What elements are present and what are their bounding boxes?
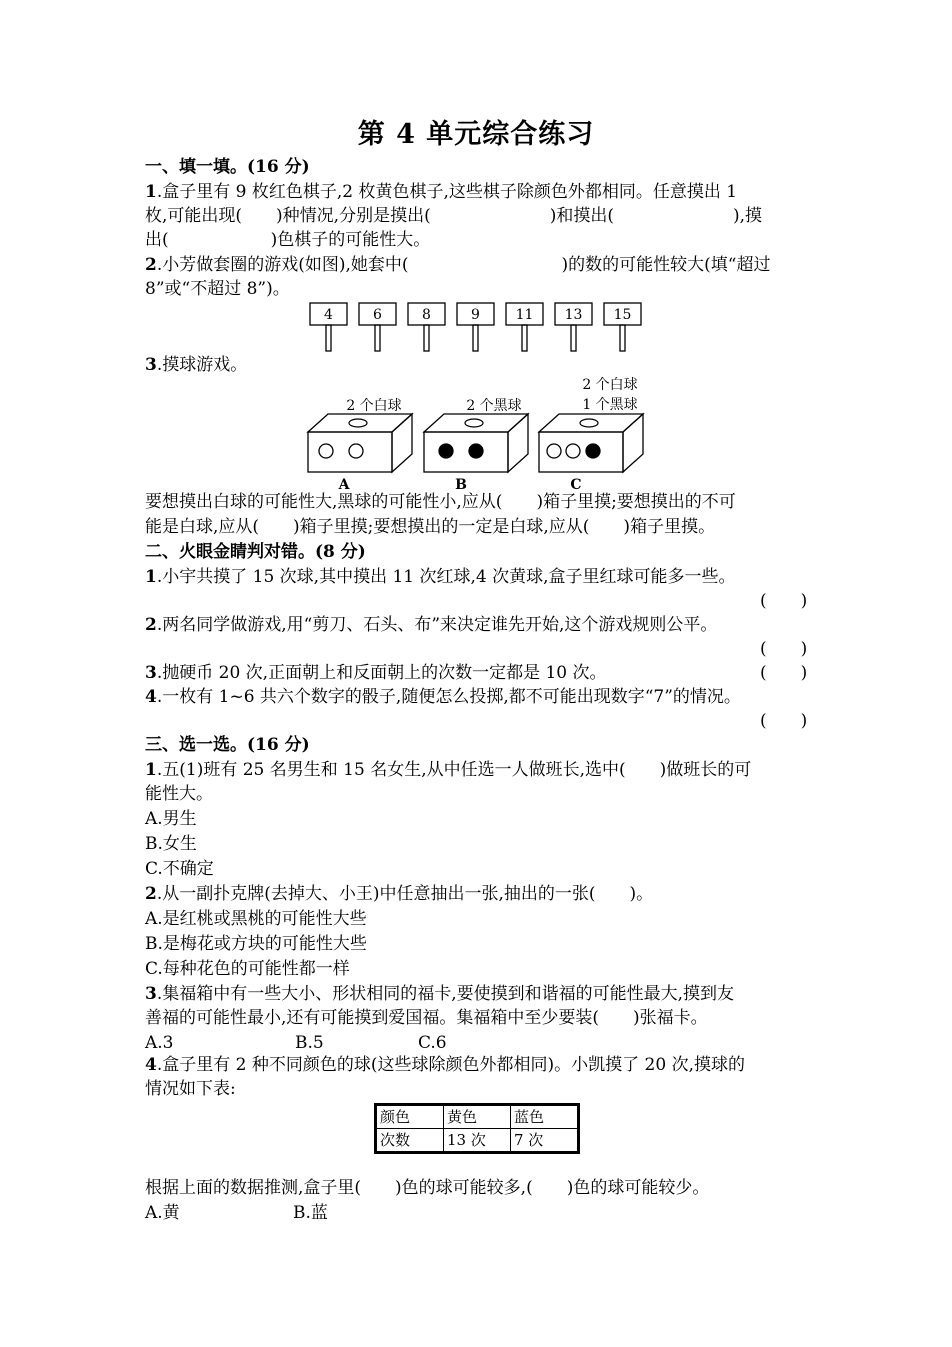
ring-toss-figure	[300, 300, 660, 354]
stake-6	[359, 303, 396, 351]
s3-q4-option-b[interactable]: B.蓝	[293, 1203, 328, 1223]
s1-q1-line2: 枚,可能出现( )种情况,分别是摸出( )和摸出( ),摸	[145, 206, 763, 226]
s1-q3-line2: 能是白球,应从( )箱子里摸;要想摸出的一定是白球,应从( )箱子里摸。	[145, 517, 716, 537]
s3-q2-option-b[interactable]: B.是梅花或方块的可能性大些	[145, 934, 367, 954]
box-a-caption: 2 个白球	[346, 398, 402, 414]
white-ball-icon	[319, 444, 333, 458]
stake-label: 15	[613, 307, 632, 323]
box-c-caption-2: 1 个黑球	[582, 397, 638, 413]
stake-8	[408, 303, 445, 351]
table-row	[376, 1129, 579, 1153]
table-cell: 蓝色	[511, 1105, 579, 1129]
black-ball-icon	[469, 444, 483, 458]
s3-q4-after: 根据上面的数据推测,盒子里( )色的球可能较多,( )色的球可能较少。	[145, 1178, 710, 1198]
box-c-caption-1: 2 个白球	[582, 377, 638, 393]
stake-11	[506, 303, 543, 351]
s3-q4-option-a[interactable]: A.黄	[145, 1203, 180, 1223]
black-ball-icon	[439, 444, 453, 458]
s1-q2-number: 2	[145, 255, 157, 275]
s3-q3-option-a[interactable]: A.3	[145, 1033, 174, 1053]
s1-q3-heading: 3.摸球游戏。	[145, 355, 248, 375]
s1-q3-number: 3	[145, 355, 157, 375]
table-cell: 颜色	[376, 1105, 444, 1129]
s3-q3-line2: 善福的可能性最小,还有可能摸到爱国福。集福箱中至少要装( )张福卡。	[145, 1008, 708, 1028]
s1-q1-number: 1	[145, 182, 157, 202]
box-a-label: A	[338, 477, 350, 493]
stake-15	[604, 303, 641, 351]
s3-q2-line1: 2.从一副扑克牌(去掉大、小王)中任意抽出一张,抽出的一张( )。	[145, 884, 654, 904]
table-cell: 7 次	[511, 1129, 579, 1153]
white-ball-icon	[566, 444, 580, 458]
table-cell: 黄色	[444, 1105, 511, 1129]
section2-heading: 二、火眼金睛判对错。(8 分)	[145, 542, 366, 562]
box-b	[424, 398, 528, 493]
s2-answer-1[interactable]: ( )	[760, 591, 808, 611]
s2-item-3: 3.抛硬币 20 次,正面朝上和反面朝上的次数一定都是 10 次。	[145, 663, 607, 683]
s3-q2-option-c[interactable]: C.每种花色的可能性都一样	[145, 959, 350, 979]
white-ball-icon	[349, 444, 363, 458]
stake-label: 11	[515, 307, 534, 323]
table-cell: 13 次	[444, 1129, 511, 1153]
section1-heading: 一、填一填。(16 分)	[145, 157, 310, 177]
s1-q1-line3: 出( )色棋子的可能性大。	[145, 230, 431, 250]
stake-label: 4	[324, 307, 333, 323]
s3-q3-option-b[interactable]: B.5	[295, 1033, 324, 1053]
stake-label: 9	[471, 307, 480, 323]
stake-label: 8	[422, 307, 431, 323]
stake-13	[555, 303, 592, 351]
ball-boxes-figure	[300, 372, 650, 494]
s1-q1-line1: 1.盒子里有 9 枚红色棋子,2 枚黄色棋子,这些棋子除颜色外都相同。任意摸出 1	[145, 182, 738, 202]
page-title: 第 4 单元综合练习	[357, 119, 595, 150]
box-c	[539, 377, 643, 493]
s2-answer-3[interactable]: ( )	[760, 663, 808, 683]
s3-q3-option-c[interactable]: C.6	[418, 1033, 447, 1053]
table-cell: 次数	[376, 1129, 444, 1153]
white-ball-icon	[547, 444, 561, 458]
s3-q1-option-b[interactable]: B.女生	[145, 834, 197, 854]
s3-q3-line1: 3.集福箱中有一些大小、形状相同的福卡,要使摸到和谐福的可能性最大,摸到友	[145, 984, 735, 1004]
s3-q1-line2: 能性大。	[145, 784, 213, 804]
box-b-label: B	[455, 477, 467, 493]
s1-q2-line2: 8”或“不超过 8”)。	[145, 279, 290, 299]
box-b-caption: 2 个黑球	[466, 398, 522, 414]
s3-q4-line1: 4.盒子里有 2 种不同颜色的球(这些球除颜色外都相同)。小凯摸了 20 次,摸球的	[145, 1055, 745, 1075]
s2-answer-4[interactable]: ( )	[760, 711, 808, 731]
s2-item-2: 2.两名同学做游戏,用“剪刀、石头、布”来决定谁先开始,这个游戏规则公平。	[145, 615, 718, 635]
stake-4	[310, 303, 347, 351]
s2-item-1: 1.小宇共摸了 15 次球,其中摸出 11 次红球,4 次黄球,盒子里红球可能多一些。	[145, 567, 736, 587]
stake-label: 13	[564, 307, 583, 323]
s3-q4-line2: 情况如下表:	[145, 1079, 236, 1099]
black-ball-icon	[586, 444, 600, 458]
s2-answer-2[interactable]: ( )	[760, 639, 808, 659]
s2-item-4: 4.一枚有 1~6 共六个数字的骰子,随便怎么投掷,都不可能出现数字“7”的情况。	[145, 687, 741, 707]
s3-q1-line1: 1.五(1)班有 25 名男生和 15 名女生,从中任选一人做班长,选中( )做班长的可	[145, 760, 752, 780]
stake-9	[457, 303, 494, 351]
s3-q1-option-a[interactable]: A.男生	[145, 809, 197, 829]
stake-label: 6	[373, 307, 382, 323]
s1-q2-line1: 2.小芳做套圈的游戏(如图),她套中( )的数的可能性较大(填“超过	[145, 255, 771, 275]
table-row	[376, 1105, 579, 1129]
box-c-label: C	[570, 477, 582, 493]
s3-q2-option-a[interactable]: A.是红桃或黑桃的可能性大些	[145, 909, 367, 929]
s3-q1-option-c[interactable]: C.不确定	[145, 859, 214, 879]
tally-table	[374, 1103, 580, 1154]
section3-heading: 三、选一选。(16 分)	[145, 735, 310, 755]
s1-q3-line1: 要想摸出白球的可能性大,黑球的可能性小,应从( )箱子里摸;要想摸出的不可	[145, 492, 736, 512]
box-a	[308, 398, 412, 493]
